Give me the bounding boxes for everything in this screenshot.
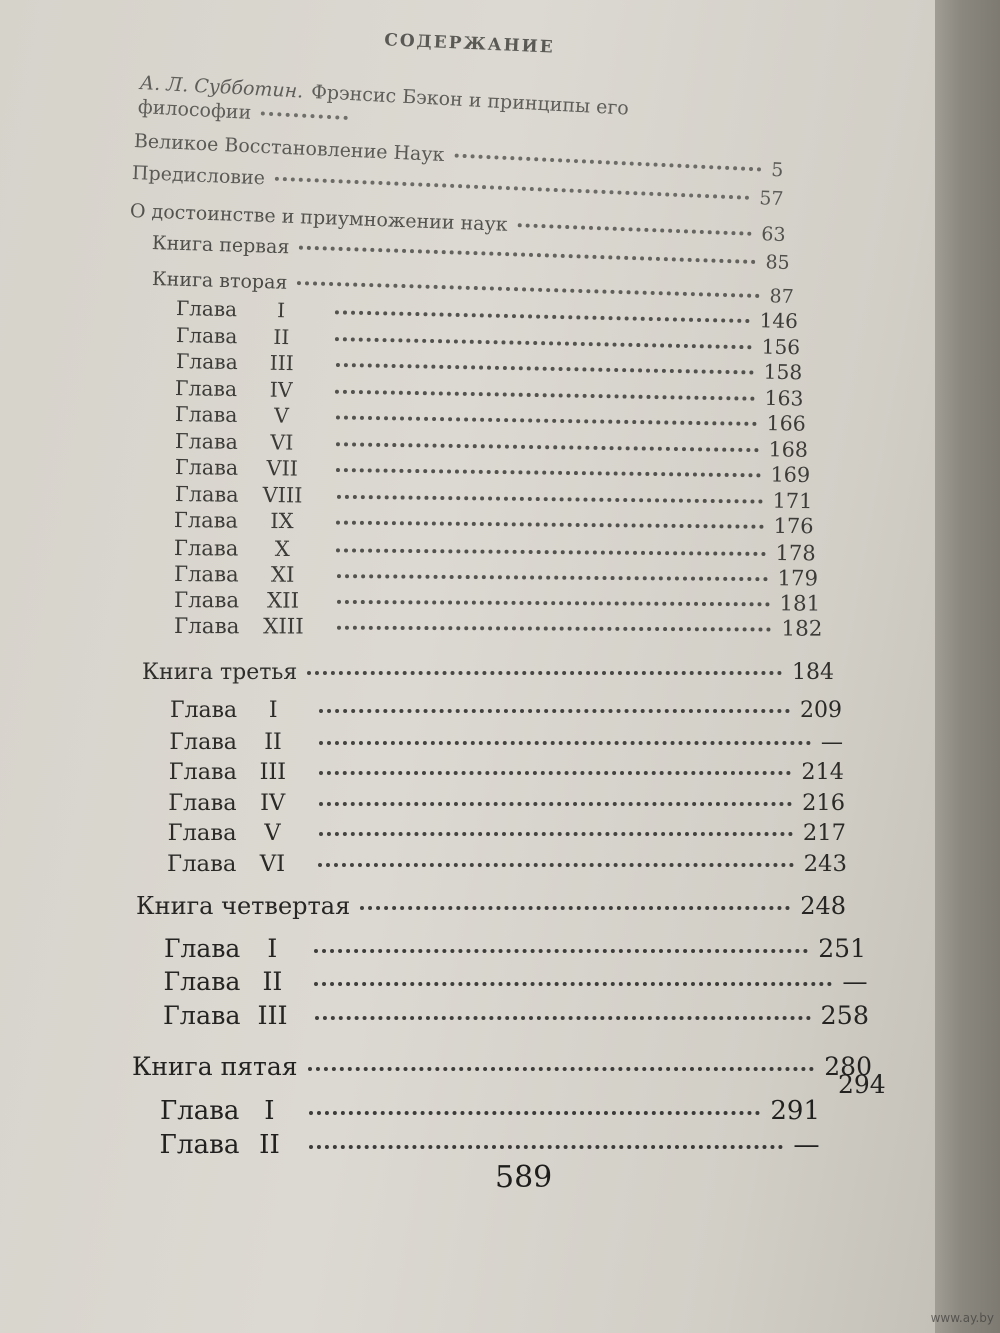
toc-entry-label: Книга пятая [132,1052,298,1081]
chapter-number: III [257,1000,288,1030]
dot-leader [336,521,764,529]
chapter-word: Глава [168,759,237,785]
dot-leader [319,771,792,775]
chapter-page: 258 [820,1000,869,1030]
chapter-word: Глава [173,614,240,640]
chapter-row [168,790,845,816]
chapter-number: III [259,759,287,785]
page-number: 589 [495,1160,553,1195]
chapter-row [170,698,842,723]
chapter-word: Глава [174,508,239,533]
chapter-page: 168 [768,436,809,462]
chapter-row [160,1096,820,1126]
chapter-number: VI [259,850,286,877]
dot-leader [314,949,808,953]
dot-leader [318,863,793,867]
toc-entry-page: 280 [824,1052,872,1081]
trailing-page-number: 294 [838,1070,886,1099]
chapter-page: 251 [818,934,866,963]
toc-entry-page: 248 [800,892,846,920]
chapter-page: 182 [781,616,823,642]
chapter-number: XI [270,561,295,587]
toc-entry-page: 63 [760,223,786,247]
dot-leader [261,111,348,120]
dot-leader [319,832,793,836]
chapter-word: Глава [175,375,238,401]
chapter-word: Глава [174,481,239,507]
chapter-page: 216 [802,789,845,816]
chapter-number: IV [269,377,294,402]
toc-entry-label: Книга третья [142,660,298,685]
chapter-number: II [259,1130,280,1160]
chapter-page: 163 [764,385,805,411]
chapter-page: 214 [801,759,844,785]
dot-leader [309,1145,783,1149]
intro-author: А. Л. Субботин. [139,72,304,103]
dot-leader [314,982,832,986]
chapter-page: 178 [775,539,817,565]
dot-leader [297,281,759,298]
chapter-row [174,482,812,513]
toc-entry-page: 57 [758,187,784,211]
chapter-word: Глава [168,789,237,816]
dot-leader [309,1111,760,1115]
page-heading: СОДЕРЖАНИЕ [383,30,556,58]
chapter-page: — [842,967,868,996]
chapter-number: I [268,698,278,723]
chapter-page: 171 [772,488,813,513]
dot-leader [275,177,749,200]
dot-leader [337,574,768,581]
chapter-row [168,820,846,846]
chapter-number: XII [266,588,299,614]
dot-leader [336,468,760,477]
chapter-row [174,588,820,617]
chapter-word: Глава [175,402,238,427]
chapter-page: 169 [770,462,811,487]
dot-leader [336,494,762,503]
dot-leader [319,802,792,806]
dot-leader [319,741,811,745]
chapter-row [174,508,814,538]
dot-leader [335,310,750,323]
chapter-word: Глава [169,728,237,755]
chapter-word: Глава [160,1096,240,1126]
toc-entry-page: 184 [792,660,834,685]
chapter-page: 181 [779,590,821,617]
watermark: www.ay.by [930,1311,994,1325]
dot-leader [336,442,759,452]
chapter-page: 156 [761,333,801,359]
chapter-number: I [264,1096,275,1126]
chapter-page: 176 [773,513,815,539]
dot-leader [337,626,771,632]
chapter-word: Глава [174,534,239,561]
toc-book-fourth [136,892,846,920]
chapter-row [164,934,866,963]
chapter-row [169,759,844,785]
chapter-number: IX [270,508,295,534]
chapter-row [174,614,822,642]
chapter-word: Глава [173,561,239,587]
chapter-page: 179 [777,565,819,591]
chapter-word: Глава [163,967,241,996]
dot-leader [319,709,790,713]
chapter-word: Глава [164,934,241,963]
toc-entry-page: 85 [765,251,791,275]
chapter-number: IV [260,789,286,816]
dot-leader [335,337,751,349]
dot-leader [360,906,790,910]
chapter-page: 217 [802,820,846,846]
dot-leader [518,223,752,236]
chapter-number: II [272,324,290,349]
chapter-number: V [274,403,290,428]
chapter-word: Глава [174,455,239,480]
chapter-word: Глава [174,428,239,454]
chapter-word: Глава [167,850,237,877]
toc-book-third [142,660,834,685]
toc-entry-label: Книга первая [151,232,290,259]
toc-entry-page: 5 [770,158,784,182]
toc-entry-label: Книга вторая [151,268,288,294]
chapter-row [174,535,816,565]
chapter-row [163,1000,869,1030]
chapter-number: VI [270,429,294,455]
chapter-number: VII [266,456,298,481]
dot-leader [337,599,769,605]
dot-leader [454,154,761,172]
chapter-word: Глава [159,1130,240,1160]
chapter-number: VIII [262,482,303,507]
dot-leader [337,548,766,556]
dot-leader [308,1067,815,1071]
chapter-word: Глава [163,1000,241,1030]
toc-entry-label: Книга четвертая [136,892,351,920]
chapter-row [164,967,868,996]
chapter-number: XIII [262,614,304,640]
dot-leader [336,415,757,425]
chapter-number: II [262,967,283,996]
toc-entry-label: О достоинстве и приумножении наук [129,200,509,236]
chapter-number: I [276,298,286,323]
chapter-word: Глава [170,698,238,723]
chapter-number: III [269,350,294,376]
chapter-word: Глава [173,587,239,613]
intro-title-line2: философии [137,96,252,124]
chapter-row [160,1130,820,1160]
chapter-number: V [264,820,281,846]
chapter-page: 243 [803,850,847,877]
toc-book-fifth [132,1052,872,1081]
toc-entry-label: Великое Восстановление Наук [133,130,445,167]
chapter-page: — [820,728,843,755]
chapter-page: 146 [759,308,799,334]
chapter-page: — [793,1130,820,1160]
intro-title-line1: Фрэнсис Бэкон и принципы его [310,80,630,120]
chapter-number: II [264,728,282,755]
dot-leader [299,246,755,264]
chapter-row [174,561,818,590]
dot-leader [335,363,753,375]
toc-entry-label: Предисловие [131,162,266,190]
dot-leader [315,1016,811,1020]
chapter-word: Глава [175,349,238,375]
chapter-number: I [267,934,278,963]
chapter-word: Глава [175,296,238,322]
chapter-page: 291 [770,1096,820,1126]
dot-leader [335,389,755,400]
chapter-page: 158 [763,359,803,385]
chapter-page: 166 [766,411,807,436]
chapter-page: 209 [800,698,842,723]
toc-entry-page: 87 [769,285,795,308]
chapter-word: Глава [167,820,237,846]
chapter-row [169,729,843,755]
dot-leader [307,671,782,675]
chapter-number: X [274,535,291,561]
chapter-word: Глава [175,322,238,348]
chapter-row [167,851,847,877]
page-edge [935,0,1000,1333]
